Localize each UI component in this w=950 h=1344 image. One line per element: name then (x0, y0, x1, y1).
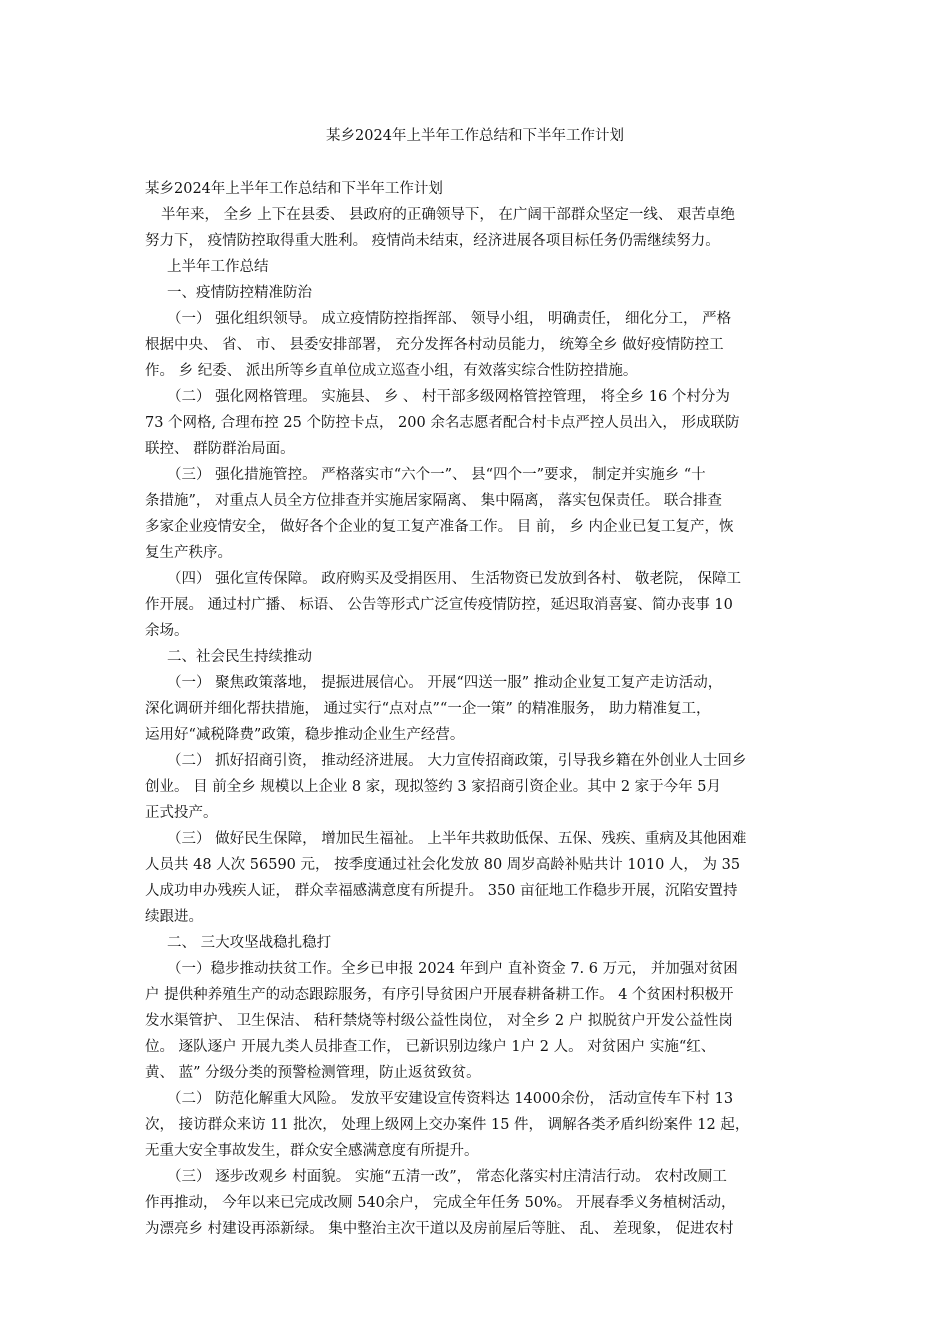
paragraph-line: 复生产秩序。 (145, 545, 232, 561)
paragraph-line: 73 个网格, 合理布控 25 个防控卡点， 200 余名志愿者配合村卡点严控人员出入， 形成联防 (145, 415, 740, 431)
paragraph-line: （一）稳步推动扶贫工作。全乡已申报 2024 年到户 直补资金 7. 6 万元， 并加强对贫困 (167, 961, 738, 977)
paragraph-line: （一） 聚焦政策落地， 提振进展信心。 开展“四送一服” 推动企业复工复产走访活动， (167, 675, 723, 691)
paragraph-line: 户 提供种养殖生产的动态跟踪服务，有序引导贫困户开展春耕备耕工作。 4 个贫困村积极开 (145, 987, 734, 1003)
paragraph-line: （二） 强化网格管理。 实施县、 乡 、 村干部多级网格管控管理， 将全乡 16 个村分为 (167, 389, 730, 405)
paragraph-line: 多家企业疫情安全， 做好各个企业的复工复产准备工作。 目 前， 乡 内企业已复工复产，恢 (145, 519, 734, 535)
paragraph-line: 余场。 (145, 623, 189, 639)
paragraph-line: 条措施”， 对重点人员全方位排查并实施居家隔离、 集中隔离， 落实包保责任。 联合排查 (145, 493, 722, 509)
paragraph-line: 无重大安全事故发生，群众安全感满意度有所提升。 (145, 1143, 479, 1159)
paragraph-line: （一） 强化组织领导。 成立疫情防控指挥部、 领导小组， 明确责任， 细化分工， 严格 (167, 311, 732, 327)
paragraph-line: （二） 抓好招商引资， 推动经济进展。 大力宣传招商政策，引导我乡籍在外创业人士回乡 (167, 753, 747, 769)
section-heading: 上半年工作总结 (167, 259, 269, 275)
section-heading: 二、社会民生持续推动 (167, 649, 312, 665)
paragraph-line: 为漂亮乡 村建设再添新绿。 集中整治主次干道以及房前屋后等脏、 乱、 差现象， 促进农村 (145, 1221, 734, 1237)
document-body (145, 176, 813, 1242)
paragraph-line: （三） 强化措施管控。 严格落实市“六个一”、 县“四个一”要求， 制定并实施乡 “十 (167, 467, 706, 483)
paragraph-line: 正式投产。 (145, 805, 218, 821)
paragraph-line: 努力下， 疫情防控取得重大胜利。 疫情尚未结束，经济进展各项目标任务仍需继续努力。 (145, 233, 720, 249)
section-heading: 二、 三大攻坚战稳扎稳打 (167, 935, 332, 951)
paragraph-line: 发水渠管护、 卫生保洁、 秸秆禁烧等村级公益性岗位， 对全乡 2 户 拟脱贫户开发公益性岗 (145, 1013, 733, 1029)
paragraph-line: 次， 接访群众来访 11 批次， 处理上级网上交办案件 15 件， 调解各类矛盾纠纷案件 12 起， (145, 1117, 750, 1133)
section-heading: 一、疫情防控精准防治 (167, 285, 312, 301)
paragraph-line: 创业。 目 前全乡 规模以上企业 8 家，现拟签约 3 家招商引资企业。其中 2 家于今年 5月 (145, 779, 721, 795)
paragraph-line: 联控、 群防群治局面。 (145, 441, 295, 457)
paragraph-line: （二） 防范化解重大风险。 发放平安建设宣传资料达 14000余份， 活动宣传车下村 13 (167, 1091, 734, 1107)
paragraph-line: 深化调研并细化帮扶措施， 通过实行“点对点”“一企一策” 的精准服务， 助力精准复工， (145, 701, 711, 717)
paragraph-line: 运用好“减税降费”政策，稳步推动企业生产经营。 (145, 727, 465, 743)
paragraph-line: 续跟进。 (145, 909, 203, 925)
paragraph-line: （三） 做好民生保障， 增加民生福祉。 上半年共救助低保、五保、残疾、重病及其他困难 (167, 831, 747, 847)
paragraph-line: 人成功申办残疾人证， 群众幸福感满意度有所提升。 350 亩征地工作稳步开展，沉陷安置持 (145, 883, 738, 899)
paragraph-line: 人员共 48 人次 56590 元， 按季度通过社会化发放 80 周岁高龄补贴共计 1010 人， 为 35 (145, 857, 741, 873)
paragraph-line: 黄、 蓝” 分级分类的预警检测管理，防止返贫致贫。 (145, 1065, 481, 1081)
paragraph-line: （四） 强化宣传保障。 政府购买及受捐医用、 生活物资已发放到各村、 敬老院， 保障工 (167, 571, 742, 587)
paragraph-line: 作。 乡 纪委、 派出所等乡直单位成立巡查小组，有效落实综合性防控措施。 (145, 363, 638, 379)
paragraph-line: 半年来， 全乡 上下在县委、 县政府的正确领导下， 在广阔干部群众坚定一线、 艰苦卓绝 (161, 207, 736, 223)
paragraph-line: 根据中央、 省、 市、 县委安排部署， 充分发挥各村动员能力， 统筹全乡 做好疫情防控工 (145, 337, 724, 353)
paragraph-line: 位。 逐队逐户 开展九类人员排查工作， 已新识别边缘户 1户 2 人。 对贫困户 实施“红、 (145, 1039, 716, 1055)
paragraph-line: 作再推动， 今年以来已完成改厕 540余户， 完成全年任务 50%。 开展春季义务植树活动， (145, 1195, 736, 1211)
doc-heading: 某乡2024年上半年工作总结和下半年工作计划 (145, 181, 443, 197)
page-title: 某乡2024年上半年工作总结和下半年工作计划 (326, 128, 624, 144)
paragraph-line: （三） 逐步改观乡 村面貌。 实施“五清一改”， 常态化落实村庄清洁行动。 农村改厕工 (167, 1169, 727, 1185)
paragraph-line: 作开展。 通过村广播、 标语、 公告等形式广泛宣传疫情防控，延迟取消喜宴、简办丧事 10 (145, 597, 733, 613)
